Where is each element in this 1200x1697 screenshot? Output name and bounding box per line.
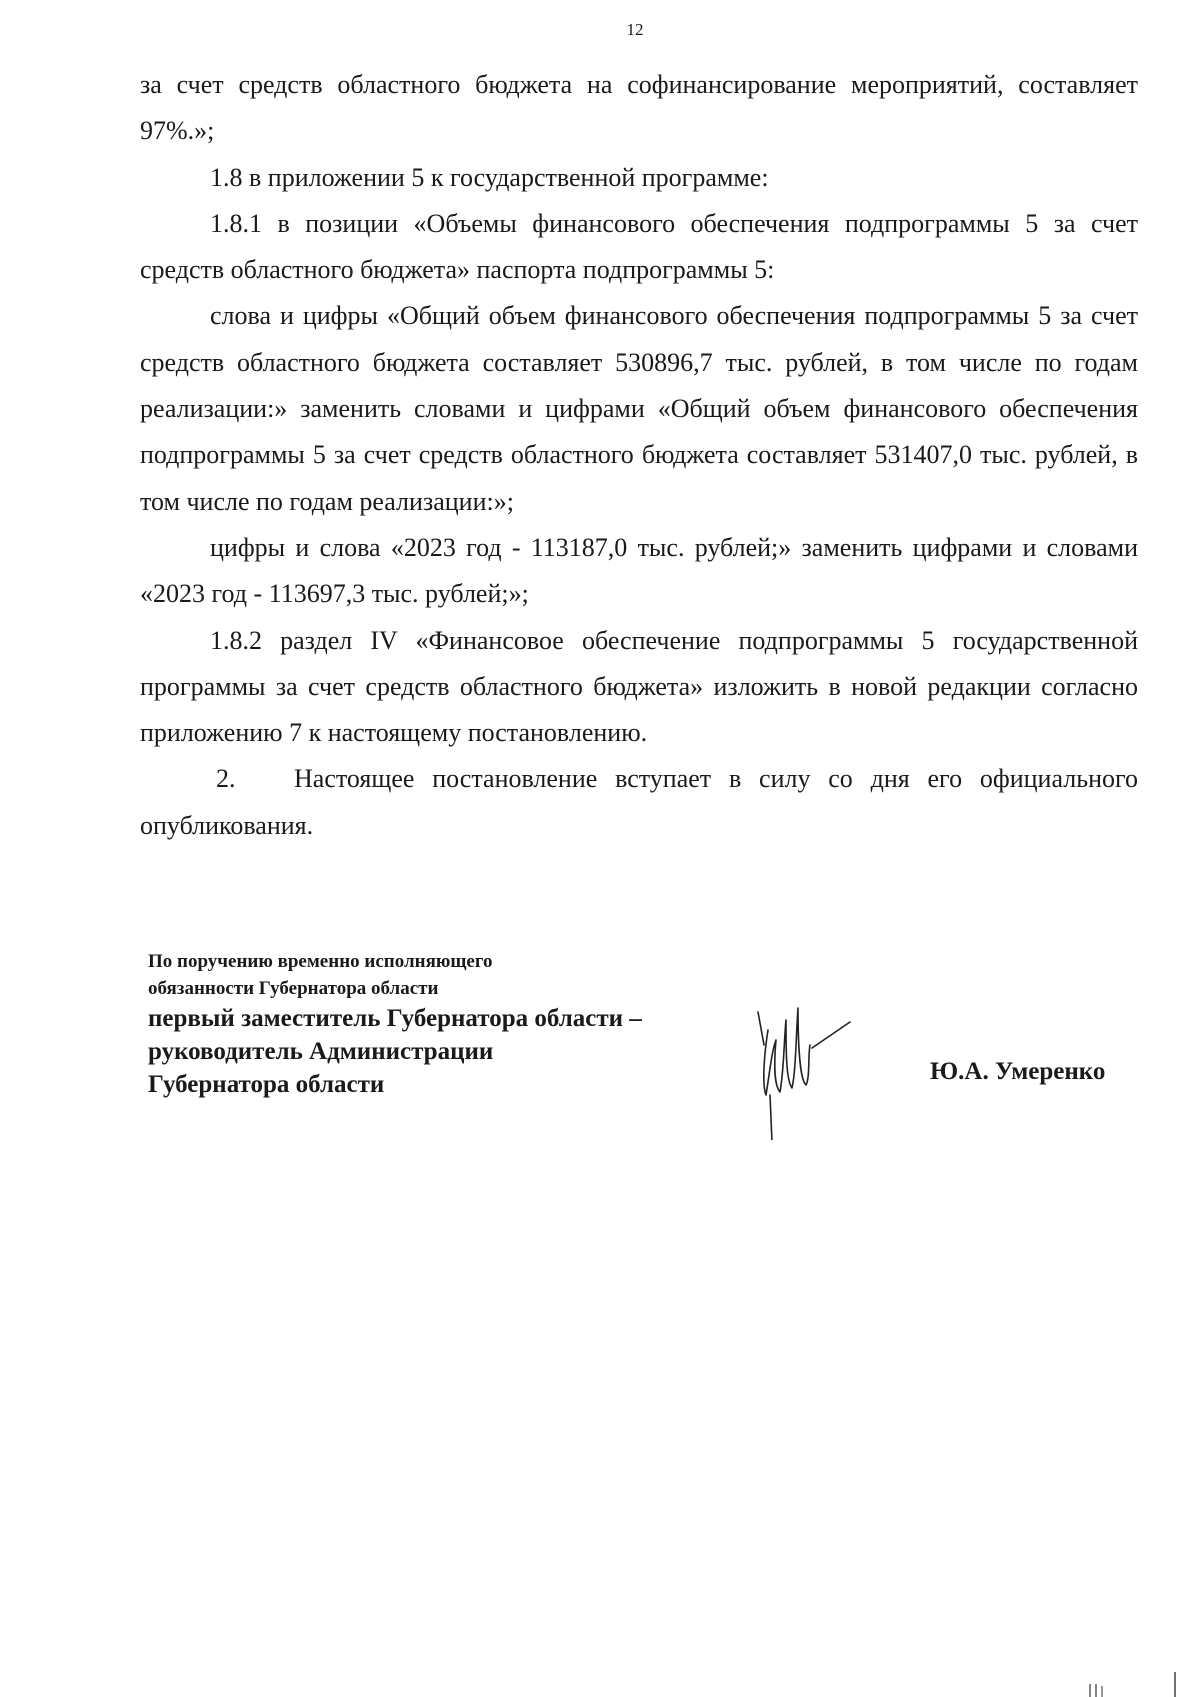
- paragraph-words-and-figures: слова и цифры «Общий объем финансового обеспечения подпрограммы 5 за счет средств областного бюджета составляет 530896,7 тыс. рублей, в том числе по годам реализации:» заменить словами и цифрами «Общий объем финансового обеспечения подпрограммы 5 за счет средств областного бюджета составляет 531407,0 тыс. рублей, в том числе по годам реализации:»;: [140, 301, 1138, 516]
- signatory-position-line-2: руководитель Администрации: [148, 1038, 494, 1065]
- handwritten-signature-icon: [750, 1000, 860, 1140]
- item-2-text: Настоящее постановление вступает в силу со дня его официального опубликования.: [140, 764, 1138, 840]
- signatory-authority-line-1: По поручению временно исполняющего: [148, 951, 493, 972]
- paragraph-figures-and-words: цифры и слова «2023 год - 113187,0 тыс. рублей;» заменить цифрами и словами «2023 год - 113697,3 тыс. рублей;»;: [140, 532, 1138, 609]
- paragraph-item-1-8-1: 1.8.1 в позиции «Объемы финансового обеспечения подпрограммы 5 за счет средств областного бюджета» паспорта подпрограммы 5:: [140, 208, 1138, 285]
- signatory-name: Ю.А. Умеренко: [930, 1058, 1106, 1085]
- scan-artifact-icon: [1080, 1672, 1190, 1697]
- signature-block: [148, 948, 1148, 1101]
- paragraph-item-1-8-2: 1.8.2 раздел IV «Финансовое обеспечение подпрограммы 5 государственной программы за счет средств областного бюджета» изложить в новой редакции согласно приложению 7 к настоящему постановлению.: [140, 625, 1138, 748]
- paragraph-item-1-8: 1.8 в приложении 5 к государственной программе:: [210, 162, 769, 192]
- item-2-number: 2.: [216, 764, 236, 794]
- paragraph-continuation: за счет средств областного бюджета на софинансирование мероприятий, составляет 97%.»;: [140, 70, 1138, 146]
- page-number: 12: [626, 20, 644, 39]
- paragraph-item-2: [140, 756, 1138, 849]
- signatory-position-line-3: Губернатора области: [148, 1071, 385, 1098]
- signatory-position-line-1: первый заместитель Губернатора области –: [148, 1005, 642, 1032]
- document-body: [140, 62, 1138, 849]
- signatory-authority-line-2: обязанности Губернатора области: [148, 978, 439, 999]
